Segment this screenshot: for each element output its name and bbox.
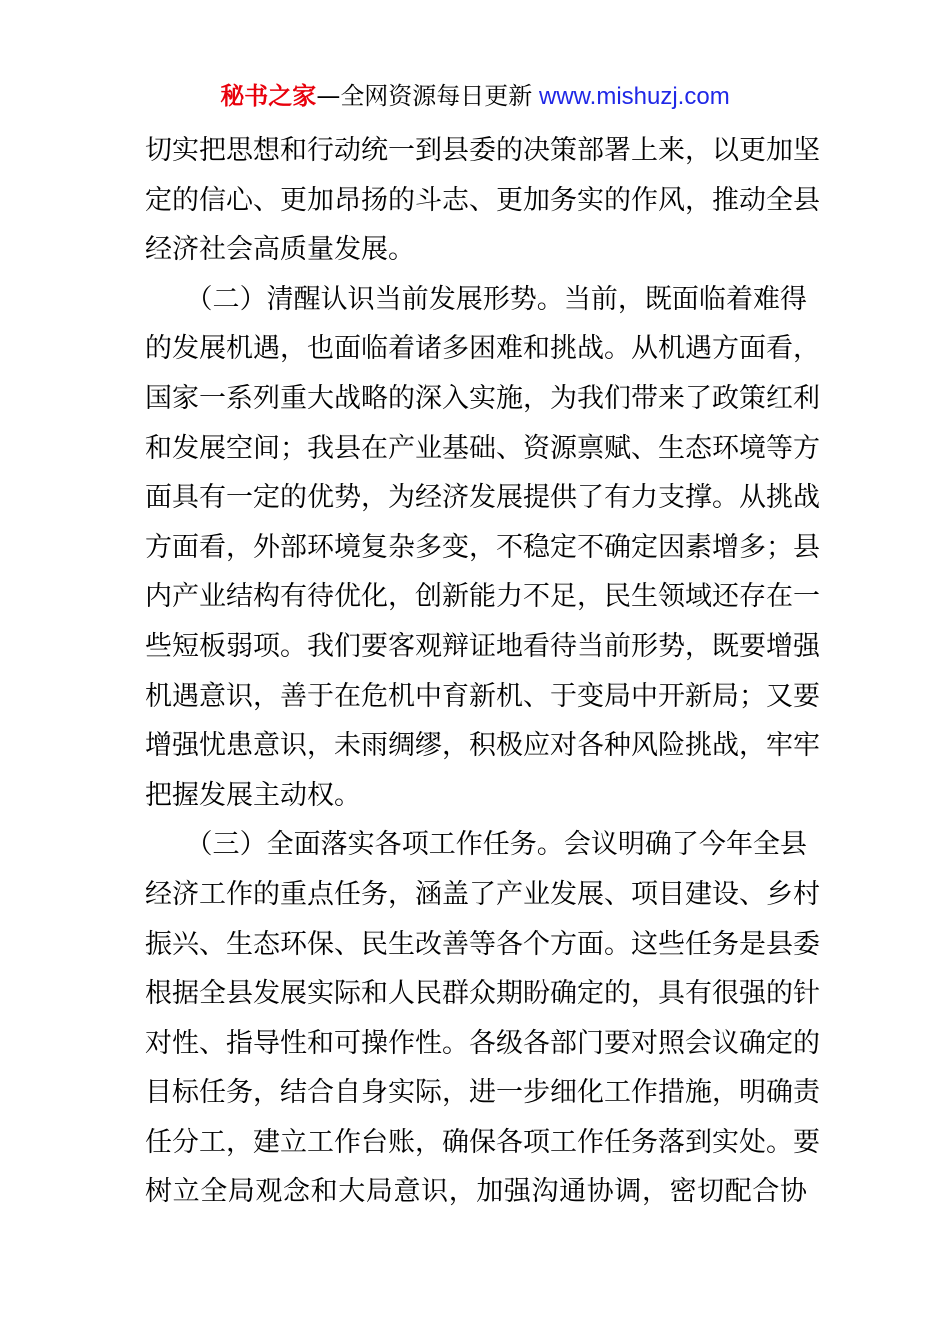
text-line: 国家一系列重大战略的深入实施，为我们带来了政策红利 [145,382,820,414]
text-line: 增强忧患意识，未雨绸缪，积极应对各种风险挑战，牢牢 [145,730,820,762]
brand-name: 秘书之家 [220,82,317,110]
text-line: 切实把思想和行动统一到县委的决策部署上来，以更加坚 [145,135,820,166]
text-line: 和发展空间；我县在产业基础、资源禀赋、生态环境等方 [145,432,820,464]
text-line: 根据全县发展实际和人民群众期盼确定的，具有很强的针 [145,978,820,1010]
text-line: 经济工作的重点任务，涵盖了产业发展、项目建设、乡村 [145,878,820,910]
text-line: 定的信心、更加昂扬的斗志、更加务实的作风，推动全县 [145,184,820,216]
site-url[interactable]: www.mishuzj.com [532,83,730,110]
page-header [0,80,950,113]
text-line: 经济社会高质量发展。 [145,234,415,266]
text-line: 树立全局观念和大局意识，加强沟通协调，密切配合协 [145,1176,807,1208]
text-line: 目标任务，结合自身实际，进一步细化工作措施，明确责 [145,1077,820,1109]
text-line: 振兴、生态环保、民生改善等各个方面。这些任务是县委 [145,928,820,960]
text-line: 任分工，建立工作台账，确保各项工作任务落到实处。要 [145,1126,820,1158]
text-line: 面具有一定的优势，为经济发展提供了有力支撑。从挑战 [145,482,820,514]
text-line: 内产业结构有待优化，创新能力不足，民生领域还存在一 [145,581,820,613]
text-line: （二）清醒认识当前发展形势。当前，既面临着难得 [145,283,807,315]
text-line: 些短板弱项。我们要客观辩证地看待当前形势，既要增强 [145,630,820,662]
text-line: 把握发展主动权。 [145,779,361,811]
document-body [145,126,820,1217]
text-line: 方面看，外部环境复杂多变，不稳定不确定因素增多；县 [145,531,820,563]
text-line: 的发展机遇，也面临着诸多困难和挑战。从机遇方面看， [145,333,820,365]
text-line: 机遇意识，善于在危机中育新机、于变局中开新局；又要 [145,680,820,712]
text-line: （三）全面落实各项工作任务。会议明确了今年全县 [145,829,807,861]
text-line: 对性、指导性和可操作性。各级各部门要对照会议确定的 [145,1027,820,1059]
header-tagline: —全网资源每日更新 [316,82,533,110]
